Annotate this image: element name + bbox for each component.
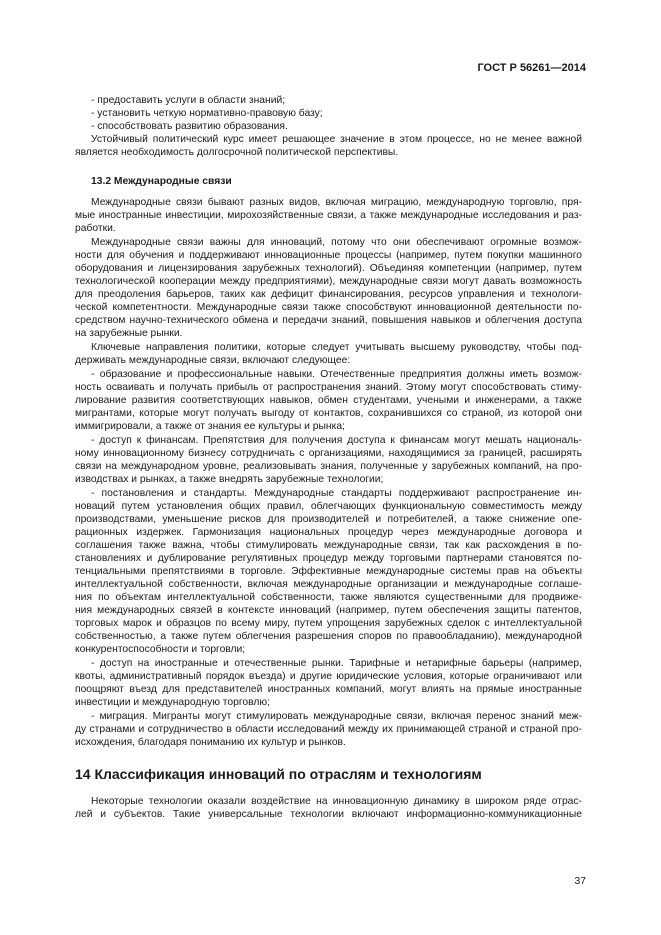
paragraph-line: исхождения, благодаря пониманию их культур и рынков. bbox=[75, 737, 346, 748]
paragraph-line: работки. bbox=[75, 223, 116, 234]
paragraph-line: лей и субъектов. Такие универсальные технологии включают информационно-коммуникационные bbox=[75, 809, 582, 820]
paragraph-line: Устойчивый политический курс имеет решающее значение в этом процессе, но не менее важной bbox=[91, 134, 582, 145]
document-header-id: ГОСТ Р 56261—2014 bbox=[477, 62, 586, 74]
paragraph-line: ному инновационному бизнесу сотрудничать с организациями, находящимися за границей, расширять bbox=[75, 448, 582, 459]
paragraph-line: ческой компетентности. Международные связи также способствуют инновационной деятельности по- bbox=[75, 302, 582, 313]
paragraph-line: интеллектуальной собственности, включая международные организации и международные соглаше- bbox=[75, 579, 582, 590]
list-item: - доступ к финансам. Препятствия для получения доступа к финансам могут мешать националь- bbox=[91, 435, 582, 446]
paragraph-line: новаций путем установления общих правил, облегчающих функциональную совместимость между bbox=[75, 501, 582, 512]
chapter-heading: 14 Классификация инноваций по отраслям и технологиям bbox=[75, 766, 482, 782]
list-item: - образование и профессиональные навыки. Отечественные предприятия должны иметь возмож- bbox=[91, 369, 582, 380]
paragraph-line: рационных издержек. Гармонизация национальных процедур через международные договора и bbox=[75, 527, 582, 538]
paragraph-line: оборудования и лицензирования зарубежных технологий). Объединяя компетенции (например, путем bbox=[75, 263, 582, 274]
paragraph-line: производствами, уменьшение рисков для производителей и потребителей, а также снижение опе- bbox=[75, 514, 582, 525]
paragraph-line: мые иностранные инвестиции, мирохозяйственные связи, а также международные исследования и раз- bbox=[75, 210, 582, 221]
paragraph-line: конкурентоспособности и торговли; bbox=[75, 644, 246, 655]
paragraph-line: иммигрировали, а также от знания ее культуры и рынка; bbox=[75, 421, 345, 432]
paragraph-line: изводствах и рынках, а также внедрять зарубежные технологии; bbox=[75, 474, 384, 485]
paragraph-line: торговых марок и образцов по всему миру, путем упрощения зарубежных сделок с интеллектуальной bbox=[75, 618, 582, 629]
paragraph-line: держивать международные связи, включают следующее: bbox=[75, 355, 351, 366]
paragraph-line: поощряют въезд для представителей иностранных компаний, могут влиять на прямые иностранные bbox=[75, 684, 582, 695]
paragraph-line: ду странами и сотрудничество в области исследований между их принимающей страной и страной про- bbox=[75, 724, 582, 735]
paragraph-line: Международные связи бывают разных видов, включая миграцию, международную торговлю, пря- bbox=[91, 197, 582, 208]
list-item: - постановления и стандарты. Международные стандарты поддерживают распространение ин- bbox=[91, 488, 582, 499]
paragraph-line: ния по объектам интеллектуальной собственности, также являются существенными для продвиже- bbox=[75, 592, 582, 603]
paragraph-line: лирование развития соответствующих навыков, обмен студентами, учеными и инженерами, а также bbox=[75, 395, 582, 406]
list-item: - предоставить услуги в области знаний; bbox=[91, 95, 286, 106]
paragraph-line: средством научно-технического обмена и передачи знаний, повышения навыков и облегчения доступа bbox=[75, 315, 582, 326]
paragraph-line: ния международных связей в контексте инноваций (например, путем обеспечения защиты патентов, bbox=[75, 605, 582, 616]
paragraph-line: тенциальными препятствиями в торговле. Эффективные международные системы прав на объекты bbox=[75, 566, 582, 577]
paragraph-line: ность осваивать и получать прибыль от распространения знаний. Этому могут способствовать стиму- bbox=[75, 382, 582, 393]
section-heading: 13.2 Международные связи bbox=[91, 176, 232, 187]
paragraph-line: для преодоления барьеров, таких как дефицит финансирования, ресурсов управления и технологи- bbox=[75, 289, 582, 300]
paragraph-line: Международные связи важны для инноваций, потому что они обеспечивают огромные возмож- bbox=[91, 237, 582, 248]
paragraph-line: мигрантами, которые могут получать выгоду от контактов, сохранившихся со страной, из которой они bbox=[75, 408, 582, 419]
paragraph-line: технологической кооперации между предприятиями), международные связи могут давать возможность bbox=[75, 276, 582, 287]
paragraph-line: квоты, административный порядок въезда) и другие юридические условия, которые ограничивают или bbox=[75, 671, 582, 682]
paragraph-line: соглашения также важна, чтобы стимулировать международные связи, так как расхождения в по- bbox=[75, 540, 582, 551]
paragraph-line: собственностью, а также путем облегчения разрешения споров по правообладанию), международной bbox=[75, 631, 582, 642]
paragraph-line: на зарубежные рынки. bbox=[75, 328, 183, 339]
list-item: - способствовать развитию образования. bbox=[91, 121, 288, 132]
list-item: - установить четкую нормативно-правовую базу; bbox=[91, 108, 323, 119]
paragraph-line: является необходимость долгосрочной политической перспективы. bbox=[75, 147, 399, 158]
page-number: 37 bbox=[574, 876, 586, 887]
list-item: - доступ на иностранные и отечественные рынки. Тарифные и нетарифные барьеры (например, bbox=[91, 658, 582, 669]
paragraph-line: ности для обучения и поддерживают инновационные процессы (например, путем покупки машинного bbox=[75, 250, 582, 261]
paragraph-line: Некоторые технологии оказали воздействие на инновационную динамику в широком ряде отрас- bbox=[91, 796, 582, 807]
paragraph-line: становлениях и дублирование регулятивных процедур между торговыми партнерами становятся по- bbox=[75, 553, 582, 564]
paragraph-line: инвестиции и международную торговлю; bbox=[75, 697, 270, 708]
paragraph-line: связи на международном уровне, реализовывать знания, полученные у зарубежных компаний, на про- bbox=[75, 461, 582, 472]
list-item: - миграция. Мигранты могут стимулировать международные связи, включая перенос знаний меж- bbox=[91, 711, 582, 722]
paragraph-line: Ключевые направления политики, которые следует учитывать высшему руководству, чтобы под- bbox=[91, 342, 582, 353]
